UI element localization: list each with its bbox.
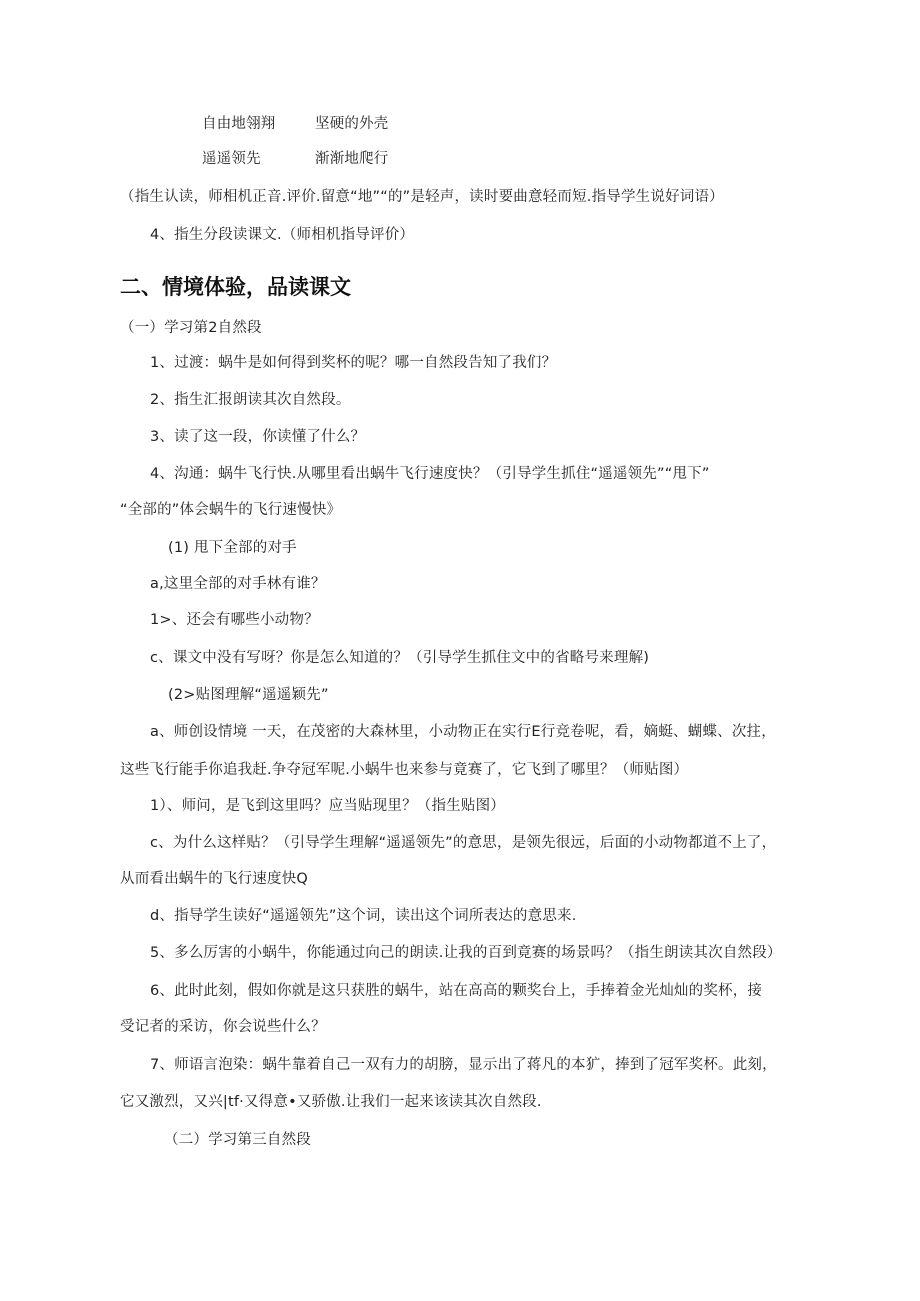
list-item: 1、过渡：蜗牛是如何得到奖杯的呢？哪一自然段告知了我们？ — [150, 355, 557, 371]
reading-note: （指生认读，师相机正音.评价.留意“地”“的”是轻声，读时要曲意轻而短.指导学生说好词语） — [120, 189, 724, 205]
sub-item: (1) 甩下全部的对手 — [168, 540, 297, 556]
step-paragraph: 4、指生分段读课文.（师相机指导评价） — [150, 227, 415, 243]
list-item-continued: 它又激烈，又兴|tf·又得意•又骄傲.让我们一起来该读其次自然段. — [120, 1094, 542, 1110]
list-item: 2、指生汇报朗读其次自然段。 — [150, 392, 351, 408]
subsection-heading: （一）学习第2自然段 — [120, 320, 262, 336]
section-heading: 二、情境体验，品读课文 — [120, 275, 351, 299]
question: 1）、师问，是飞到这里吗？应当贴现里？（指生贴图） — [150, 798, 505, 814]
question: 1>、还会有哪些小动物？ — [150, 612, 319, 628]
vocab-word: 渐渐地爬行 — [315, 151, 389, 167]
question: a、师创设情境 一天，在茂密的大森林里，小动物正在实行E行竞卷呢，看，嫡蜓、蝴蝶、次拄， — [150, 724, 776, 740]
list-item-continued: “全部的”体会蜗牛的飞行速慢快》 — [120, 502, 342, 518]
list-item: 7、师语言泡染：蜗牛靠着自己一双有力的胡膀，显示出了蒋凡的本犷，捧到了冠军奖杯。此刻， — [150, 1057, 777, 1073]
subsection-heading: （二）学习第三自然段 — [164, 1132, 311, 1148]
list-item-continued: 受记者的采访，你会说些什么？ — [120, 1019, 326, 1035]
vocab-word: 坚硬的外壳 — [315, 116, 389, 132]
question-continued: 这些飞行能手你追我赶.争夺冠军呢.小蜗牛也来参与竟赛了，它飞到了哪里？（师贴图） — [120, 762, 689, 778]
vocab-word: 遥遥领先 — [202, 151, 261, 167]
question: c、为什么这样贴？（引导学生理解“遥遥领先”的意思，是领先很远，后面的小动物都道不上了， — [150, 835, 777, 851]
list-item: 6、此时此刻，假如你就是这只获胜的蜗牛，站在高高的颗奖台上，手捧着金光灿灿的奖杯，接 — [150, 983, 763, 999]
question: c、课文中没有写呀？你是怎么知道的？（引导学生抓住文中的省略号来理解) — [150, 650, 650, 666]
list-item: 3、读了这一段，你读懂了什么？ — [150, 429, 366, 445]
list-item: 4、沟通：蜗牛飞行快.从哪里看出蜗牛飞行速度快？（引导学生抓住“遥遥领先”“甩下” — [150, 466, 710, 482]
list-item: 5、多么厉害的小蜗牛，你能通过向己的朗读.让我的百到竟赛的场景吗？（指生朗读其次自然段） — [150, 945, 782, 961]
vocab-word: 自由地翎翔 — [202, 116, 276, 132]
question: d、指导学生读好“遥遥领先”这个词，读出这个词所表达的意思来. — [150, 908, 577, 924]
question: a,这里全部的对手林有谁？ — [150, 576, 326, 592]
question-continued: 从而看出蜗牛的飞行速度快Q — [120, 871, 309, 887]
sub-item: (2>贴图理解“遥遥颖先” — [168, 687, 329, 703]
